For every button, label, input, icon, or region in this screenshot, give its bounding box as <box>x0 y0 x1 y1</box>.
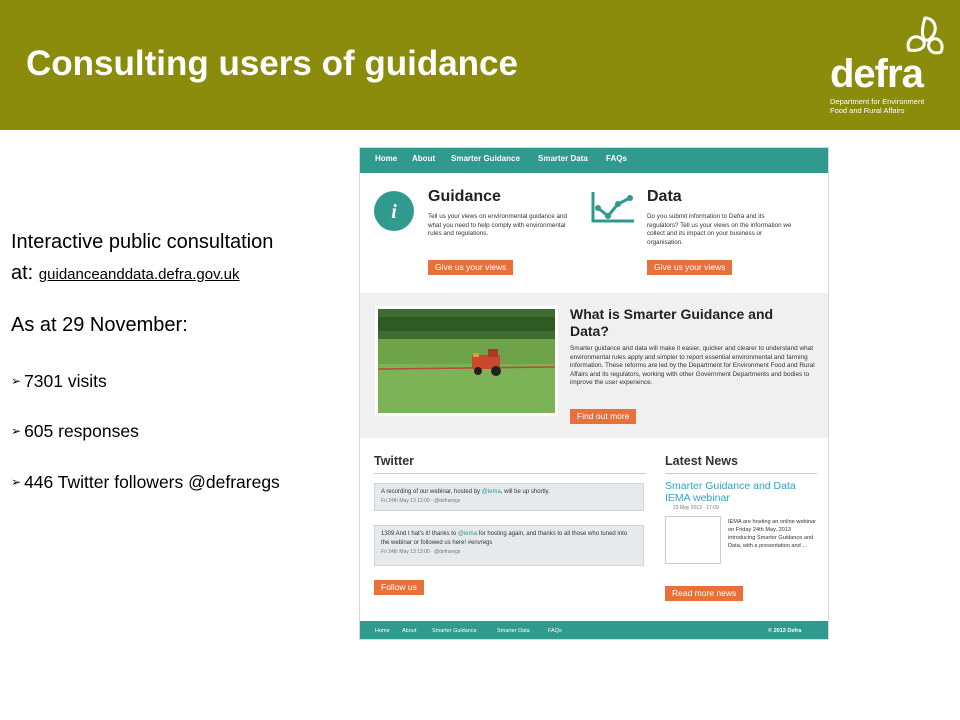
tweet-item <box>374 483 644 511</box>
nav-about[interactable]: About <box>412 154 436 163</box>
footer-link-smarter-data[interactable]: Smarter Data <box>497 628 530 634</box>
tweet-text-before: A recording of our webinar, hosted by <box>381 489 482 495</box>
logo-subtitle-line-1: Department for Environment <box>830 97 925 106</box>
nav-smarter-data[interactable]: Smarter Data <box>538 154 588 163</box>
news-article-title[interactable]: Smarter Guidance and Data IEMA webinar <box>665 480 796 504</box>
nav-faqs[interactable]: FAQs <box>606 154 627 163</box>
footer-link-smarter-guidance[interactable]: Smarter Guidance <box>432 628 477 634</box>
tweet-mention-link[interactable]: @iema <box>481 489 501 495</box>
footer-link-about[interactable]: About <box>402 628 417 634</box>
line-chart-icon <box>590 190 636 224</box>
consultation-description <box>11 227 351 290</box>
website-screenshot <box>359 147 829 640</box>
site-footer <box>360 621 829 640</box>
tractor-field-photo <box>375 306 558 416</box>
bullet-text: 446 Twitter followers @defraregs <box>24 472 280 492</box>
slide-title: Consulting users of guidance <box>26 44 518 83</box>
news-excerpt: IEMA are hosting an online webinar on Friday 24th May, 2013 introducing Smarter Guidance and Data, with a presentation and ... <box>728 519 817 549</box>
tweet-meta: Fri 24th May 13 13:00 · @defraregs <box>381 498 461 504</box>
guidance-title: Guidance <box>428 188 501 205</box>
defra-logo-wordmark: defra <box>830 52 923 96</box>
footer-copyright: © 2013 Defra <box>768 628 802 634</box>
bullet-twitter-followers <box>11 472 280 493</box>
info-icon <box>373 190 415 232</box>
guidance-text: Tell us your views on environmental guidance and what you need to help comply with environmental rules and regulations. <box>428 213 567 237</box>
slide-header <box>0 0 960 130</box>
twitter-heading: Twitter <box>374 454 415 468</box>
find-out-more-button[interactable]: Find out more <box>570 409 636 424</box>
url-prefix: at: <box>11 262 39 284</box>
latest-news-heading: Latest News <box>665 454 738 468</box>
twitter-divider <box>374 473 646 474</box>
data-views-button[interactable]: Give us your views <box>647 260 732 275</box>
bullet-visits <box>11 371 107 392</box>
tractor-photo-image <box>378 309 555 413</box>
logo-subtitle-line-2: Food and Rural Affairs <box>830 106 905 115</box>
tweet-meta: Fri 24th May 13 13:00 · @defraregs <box>381 549 461 555</box>
consultation-line: Interactive public consultation <box>11 231 274 253</box>
what-is-text: Smarter guidance and data will make it easier, quicker and clearer to understand what environmental rules apply and simpler to report essential environmental and farming information. These reforms are led by the Department for Environment Food and Rural Affairs and its regulators, working with other Government Departments and bodies to improve the user experience. <box>570 345 815 387</box>
consultation-url-link[interactable]: guidanceanddata.defra.gov.uk <box>38 266 240 283</box>
bullet-text: 605 responses <box>24 421 139 441</box>
bullet-text: 7301 visits <box>24 371 107 391</box>
tweet-text-before: 1309 And t hat's it! thanks to <box>381 531 458 537</box>
tweet-item <box>374 525 644 566</box>
tweet-text-after: for hosting again, and thanks to all those who tuned into the webinar or followed us here! #envregs <box>381 531 628 546</box>
data-title: Data <box>647 188 682 205</box>
arrow-bullet-icon: ➢ <box>11 424 22 438</box>
read-more-news-button[interactable]: Read more news <box>665 586 743 601</box>
data-text: Do you submit information to Defra and its regulators? Tell us your views on the information we collect and its impact on your business or organisation. <box>647 213 792 246</box>
follow-us-button[interactable]: Follow us <box>374 580 424 595</box>
nav-smarter-guidance[interactable]: Smarter Guidance <box>451 154 520 163</box>
news-thumbnail <box>665 516 721 564</box>
bullet-responses <box>11 421 139 442</box>
svg-text:i: i <box>391 201 397 223</box>
tweet-mention-link[interactable]: @iema <box>457 531 477 537</box>
footer-link-home[interactable]: Home <box>375 628 390 634</box>
news-date: 23 May 2013 - 17:09 <box>673 505 719 511</box>
tweet-text-after: , will be up shortly. <box>500 489 550 495</box>
site-nav-bar <box>360 148 829 173</box>
news-divider <box>665 473 817 474</box>
nav-home[interactable]: Home <box>375 154 398 163</box>
footer-link-faqs[interactable]: FAQs <box>548 628 562 634</box>
as-at-heading: As at 29 November: <box>11 314 188 336</box>
consultation-url-line <box>11 258 351 290</box>
guidance-views-button[interactable]: Give us your views <box>428 260 513 275</box>
defra-logo-subtitle <box>830 97 924 115</box>
arrow-bullet-icon: ➢ <box>11 374 22 388</box>
what-is-title: What is Smarter Guidance and Data? <box>570 306 774 339</box>
arrow-bullet-icon: ➢ <box>11 475 22 489</box>
